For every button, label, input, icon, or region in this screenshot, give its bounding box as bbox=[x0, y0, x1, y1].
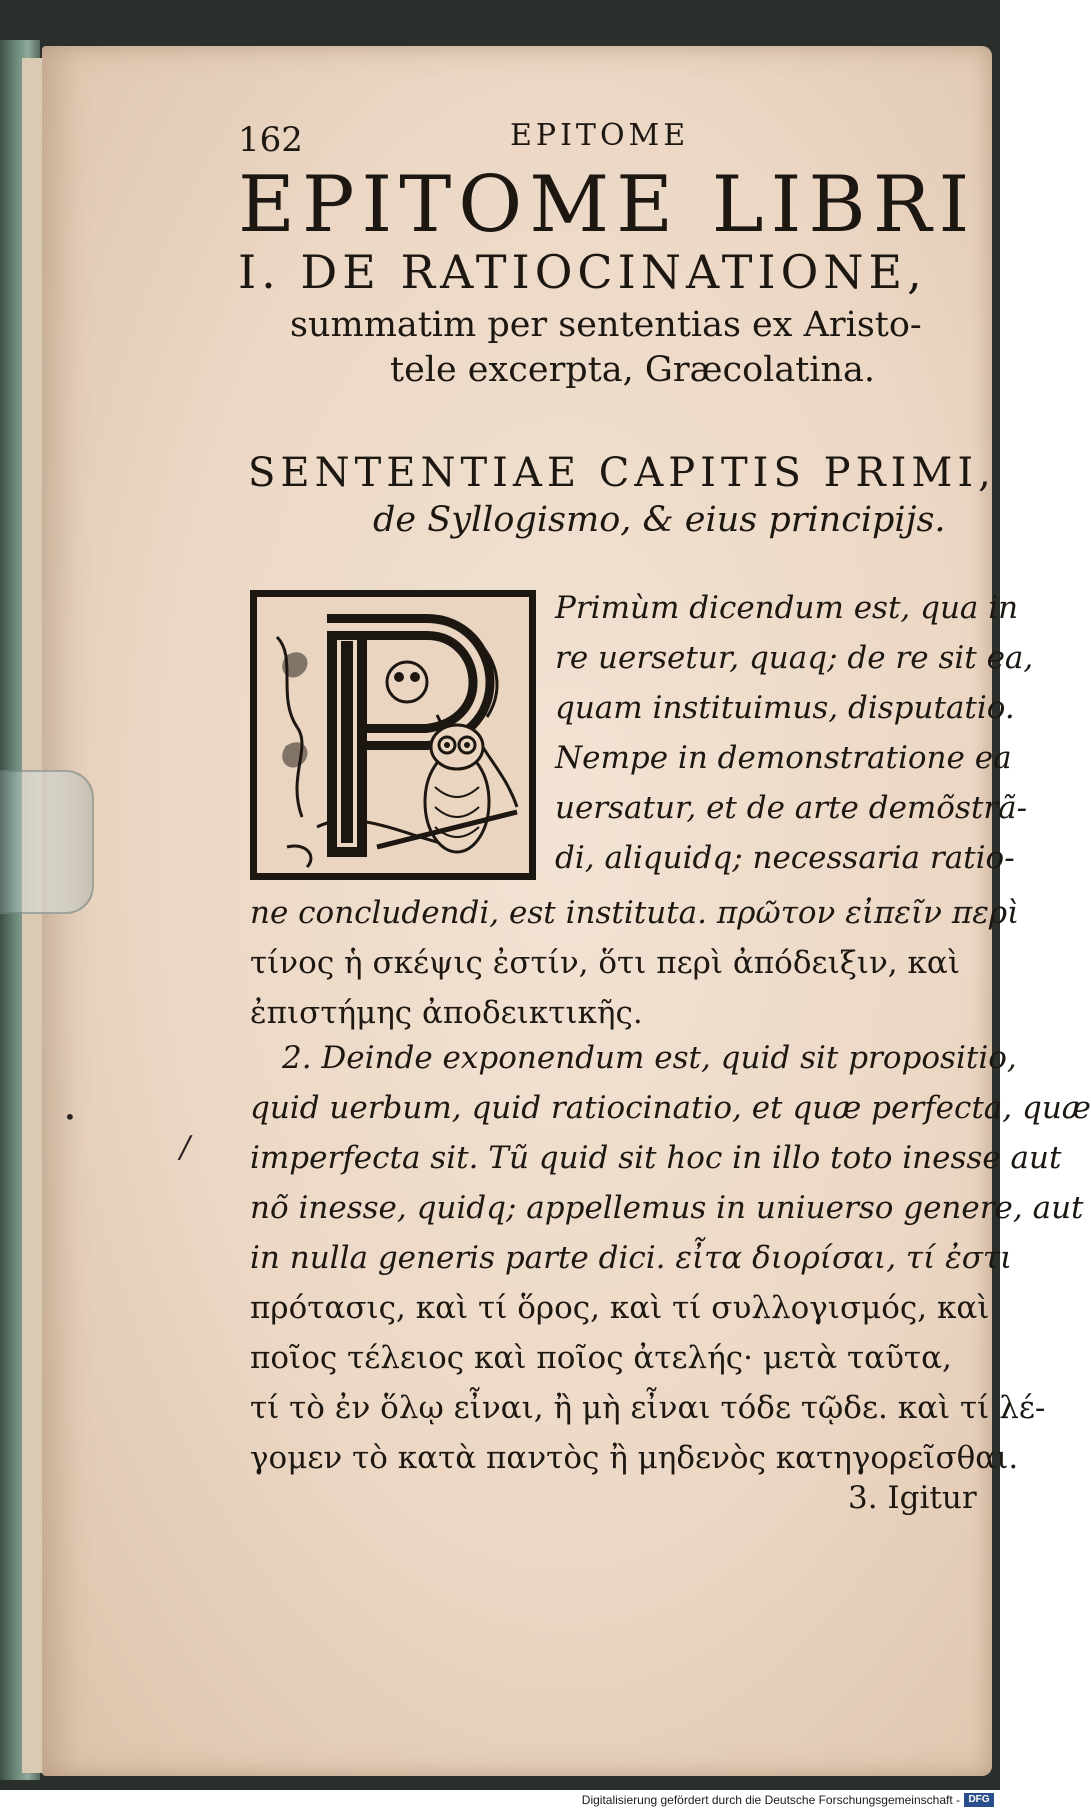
paragraph1-line: di, aliquidq; necessaria ratio- bbox=[555, 840, 1015, 876]
paragraph2-line: imperfecta sit. Tũ quid sit hoc in illo toto inesse aut bbox=[250, 1140, 1062, 1176]
margin-dot-mark: • bbox=[64, 1105, 76, 1129]
title-line-4: tele excerpta, Græcolatina. bbox=[390, 350, 876, 390]
catchword: 3. Igitur bbox=[848, 1480, 977, 1516]
section-heading: SENTENTIAE CAPITIS PRIMI, bbox=[248, 450, 996, 496]
footer-bar bbox=[0, 1790, 1000, 1810]
paragraph1-line: Nempe in demonstratione ea bbox=[555, 740, 1012, 776]
paragraph1-line: uersatur, et de arte demõstrã- bbox=[555, 790, 1028, 826]
owl-woodcut-icon bbox=[257, 597, 529, 873]
paragraph2-greek-line: γομεν τὸ κατὰ παντὸς ἢ μηδενὸς κατηγορεῖσθαι. bbox=[250, 1440, 1019, 1476]
paragraph2-greek-line: πρότασις, καὶ τί ὅρος, καὶ τί συλλογισμός, καὶ bbox=[250, 1290, 990, 1326]
paragraph2-line: quid uerbum, quid ratiocinatio, et quæ perfecta, quæ bbox=[250, 1090, 1091, 1126]
margin-slash-mark: / bbox=[180, 1130, 191, 1165]
paragraph1-line: quam instituimus, disputatio. bbox=[555, 690, 1015, 726]
footer-funding-text: Digitalisierung gefördert durch die Deutsche Forschungsgemeinschaft - bbox=[581, 1793, 960, 1807]
paragraph1-greek-line: ἐπιστήμης ἀποδεικτικῆς. bbox=[250, 995, 643, 1031]
paragraph2-greek-line: ποῖος τέλειος καὶ ποῖος ἀτελής· μετὰ ταῦτα, bbox=[250, 1340, 952, 1376]
paragraph1-greek-line: τίνος ἡ σκέψις ἐστίν, ὅτι περὶ ἀπόδειξιν, καὶ bbox=[250, 945, 960, 981]
title-line-1: EPITOME LIBRI bbox=[238, 160, 977, 250]
decorated-initial bbox=[250, 590, 536, 880]
paragraph2-line: 2. Deinde exponendum est, quid sit propositio, bbox=[282, 1040, 1017, 1076]
page-clip-icon bbox=[0, 770, 94, 914]
page-number: 162 bbox=[238, 120, 303, 160]
paragraph1-line: Primùm dicendum est, qua in bbox=[555, 590, 1019, 626]
paragraph1-line: ne concludendi, est instituta. πρῶτον εἰπεῖν περὶ bbox=[250, 895, 1020, 931]
title-line-3: summatim per sententias ex Aristo- bbox=[290, 305, 922, 345]
paragraph2-line: in nulla generis parte dici. εἶτα διορίσαι, τί ἐστι bbox=[250, 1240, 1013, 1276]
paragraph1-line: re uersetur, quaq; de re sit ea, bbox=[555, 640, 1034, 676]
section-subheading: de Syllogismo, & eius principijs. bbox=[373, 500, 946, 540]
page-stack-edges bbox=[22, 58, 44, 1773]
paragraph2-line: nõ inesse, quidq; appellemus in uniuerso genere, aut bbox=[250, 1190, 1084, 1226]
paragraph2-greek-line: τί τὸ ἐν ὅλῳ εἶναι, ἢ μὴ εἶναι τόδε τῷδε. καὶ τί λέ- bbox=[250, 1390, 1046, 1426]
title-line-2: I. DE RATIOCINATIONE, bbox=[238, 245, 927, 299]
dfg-logo-icon: DFG bbox=[964, 1793, 994, 1807]
running-head: EPITOME bbox=[510, 118, 690, 153]
